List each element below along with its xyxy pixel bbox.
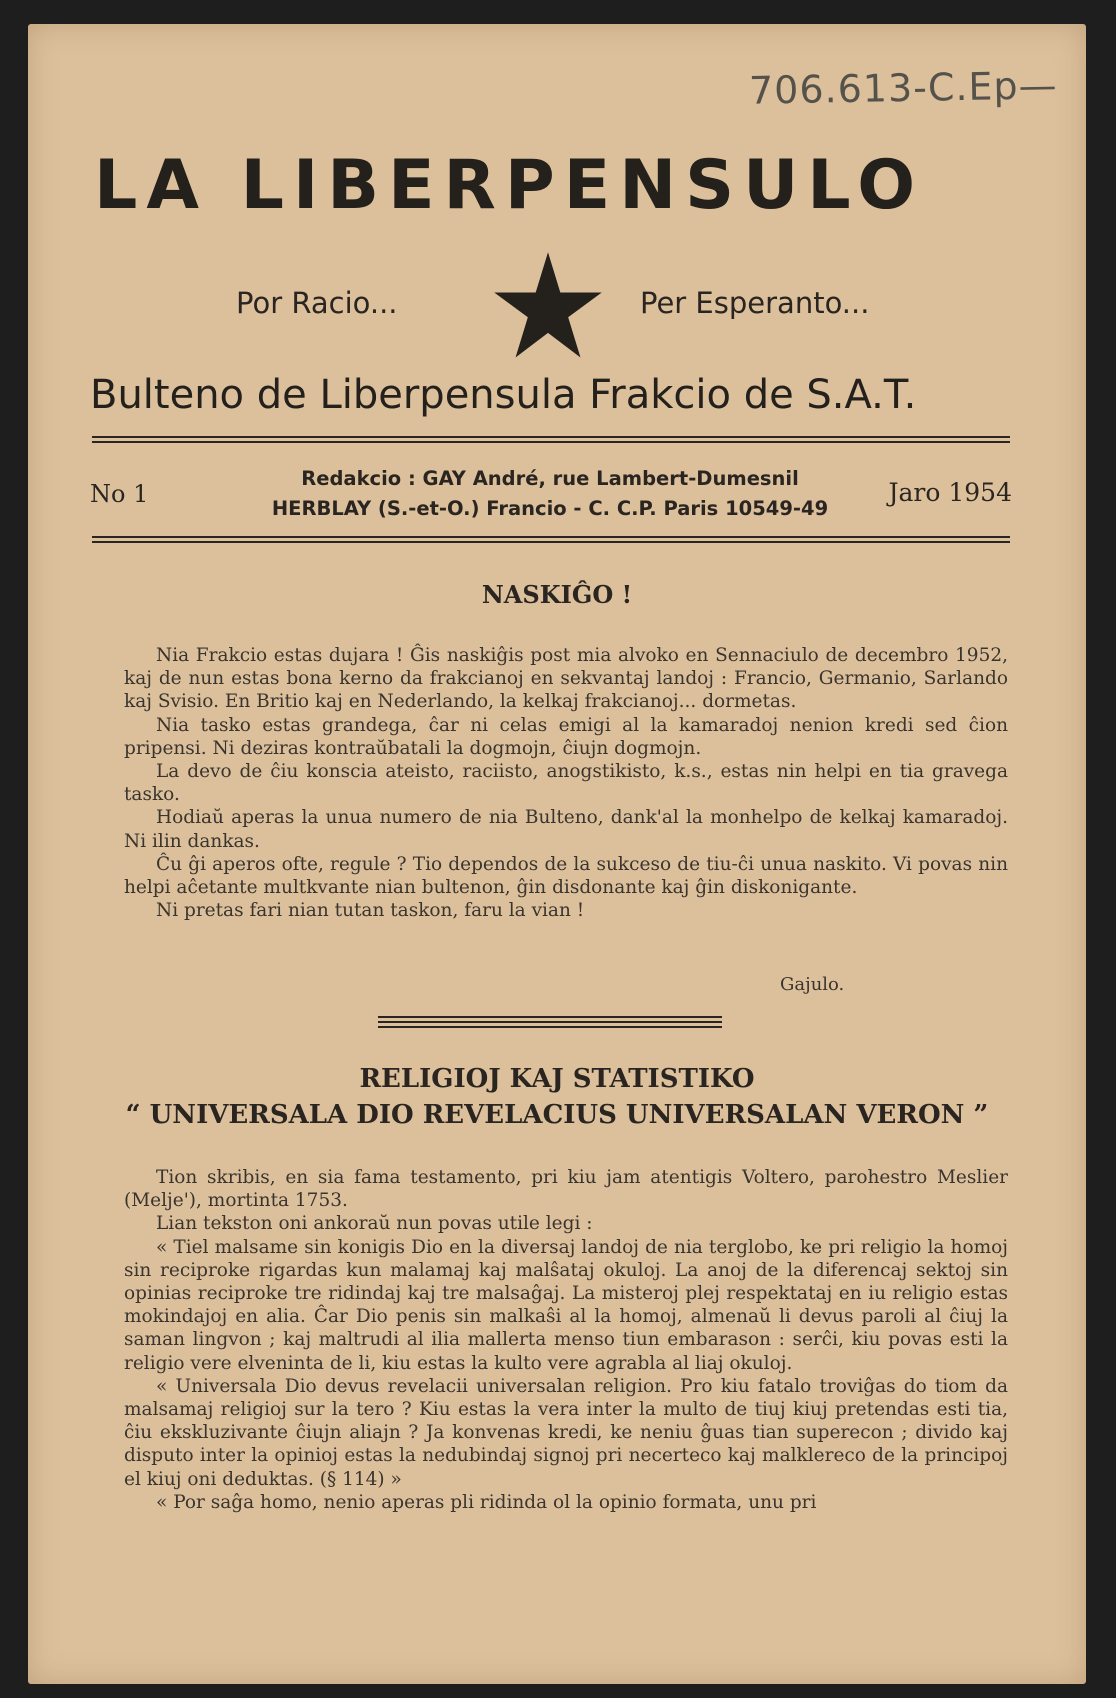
article-2-paragraph: « Tiel malsame sin konigis Dio en la diversaj landoj de nia terglobo, ke pri religio la homoj sin reciproke rigardas kun malamaj kaj malŝataj okuloj. La anoj de la diferencaj sektoj sin opinias reciproke tre ridindaj kaj tre malsaĝaj. La misteroj plej respektataj en iu religio estas mokindajoj en alia. Ĉar Dio penis sin malkaŝi al la homoj, almenaŭ li devus paroli al ĉiuj la saman lingvon ; kaj maltrudi al ilia mallerta menso tiun embarason : serĉi, kiu povas esti la religio vere elveninta de li, kiu estas la kulto vere agrabla al liaj okuloj. bbox=[124, 1236, 1008, 1374]
article-1-paragraph: Nia tasko estas grandega, ĉar ni celas emigi al la kamaradoj nenion kredi sed ĉion pripensi. Ni deziras kontraŭbatali la dogmojn, ĉiujn dogmojn. bbox=[124, 714, 1008, 759]
article-1-paragraph: La devo de ĉiu konscia ateisto, raciisto, anogstikisto, k.s., estas nin helpi en tia gravega tasko. bbox=[124, 761, 1008, 806]
article-1-paragraph: Ni pretas fari nian tutan taskon, faru la vian ! bbox=[156, 900, 585, 922]
newsletter-title: LA LIBERPENSULO bbox=[94, 146, 925, 225]
article-1-body bbox=[124, 644, 1008, 922]
article-1-paragraph: Ĉu ĝi aperos ofte, regule ? Tio dependos de la sukceso de tiu-ĉi unua naskito. Vi povas nin helpi aĉetante multkvante nian bultenon, ĝin disdonante kaj ĝin diskonigante. bbox=[124, 853, 1008, 899]
article-2-heading-line-1: RELIGIOJ KAJ STATISTIKO bbox=[359, 1064, 755, 1094]
article-1-heading: NASKIĜO ! bbox=[481, 580, 633, 609]
article-2-paragraph: « Por saĝa homo, nenio aperas pli ridinda ol la opinio formata, unu pri bbox=[156, 1491, 817, 1513]
article-1-signature: Gajulo. bbox=[780, 974, 845, 995]
article-2-paragraph: Lian tekston oni ankoraŭ nun povas utile legi : bbox=[156, 1213, 593, 1235]
article-2-body bbox=[124, 1166, 1008, 1514]
newsletter-subtitle: Bulteno de Liberpensula Frakcio de S.A.T. bbox=[90, 372, 917, 418]
article-1-paragraph: Nia Frakcio estas dujara ! Ĝis naskiĝis post mia alvoko en Sennaciulo de decembro 1952, kaj de nun estas bona kerno da frakcianoj en sekvantaj landoj : Francio, Germanio, Sarlando kaj Svisio. En Britio kaj en Nederlando, la kelkaj frakcianoj... dormetas. bbox=[124, 645, 1008, 713]
article-2-heading-line-2: “ UNIVERSALA DIO REVELACIUS UNIVERSALAN VERON ” bbox=[125, 1100, 989, 1130]
handwritten-catalog-mark: 706.613-C.Ep— bbox=[749, 63, 1059, 113]
issue-number: No 1 bbox=[90, 480, 149, 508]
editorial-address bbox=[240, 464, 860, 524]
newsletter-page bbox=[28, 24, 1086, 1684]
article-2-paragraph: Tion skribis, en sia fama testamento, pri kiu jam atentigis Voltero, parohestro Meslier (Melje'), mortinta 1753. bbox=[124, 1167, 1008, 1212]
editorial-line-1: Redakcio : GAY André, rue Lambert-Dumesnil bbox=[301, 467, 799, 490]
masthead-bottom-rule bbox=[92, 536, 1010, 538]
section-divider bbox=[378, 1016, 722, 1031]
masthead-top-rule bbox=[92, 436, 1010, 438]
article-1-paragraph: Hodiaŭ aperas la unua numero de nia Bulteno, dank'al la monhelpo de kelkaj kamaradoj. Ni ilin dankas. bbox=[124, 807, 1008, 852]
editorial-line-2: HERBLAY (S.-et-O.) Francio - C. C.P. Paris 10549-49 bbox=[271, 497, 829, 520]
issue-date: Jaro 1954 bbox=[888, 478, 1012, 507]
masthead-top-rule-2 bbox=[92, 441, 1010, 443]
motto-right: Per Esperanto... bbox=[640, 286, 870, 320]
masthead-bottom-rule-2 bbox=[92, 541, 1010, 543]
motto-left: Por Racio... bbox=[236, 286, 398, 320]
article-2-paragraph: « Universala Dio devus revelacii universalan religion. Pro kiu fatalo troviĝas do tiom da malsamaj religioj sur la tero ? Kiu estas la vera inter la multo de tiuj kiuj pretendas esti tia, ĉiu ekskluzivante ĉiujn aliajn ? Ja konvenas kredi, ke neniu ĝuas tian superecon ; divido kaj disputo inter la opinioj estas la nedubindaj signoj pri necerteco kaj malklereco de la principoj el kiuj oni deduktas. (§ 114) » bbox=[124, 1375, 1008, 1490]
star-icon bbox=[492, 250, 604, 362]
masthead-info bbox=[90, 464, 1012, 526]
